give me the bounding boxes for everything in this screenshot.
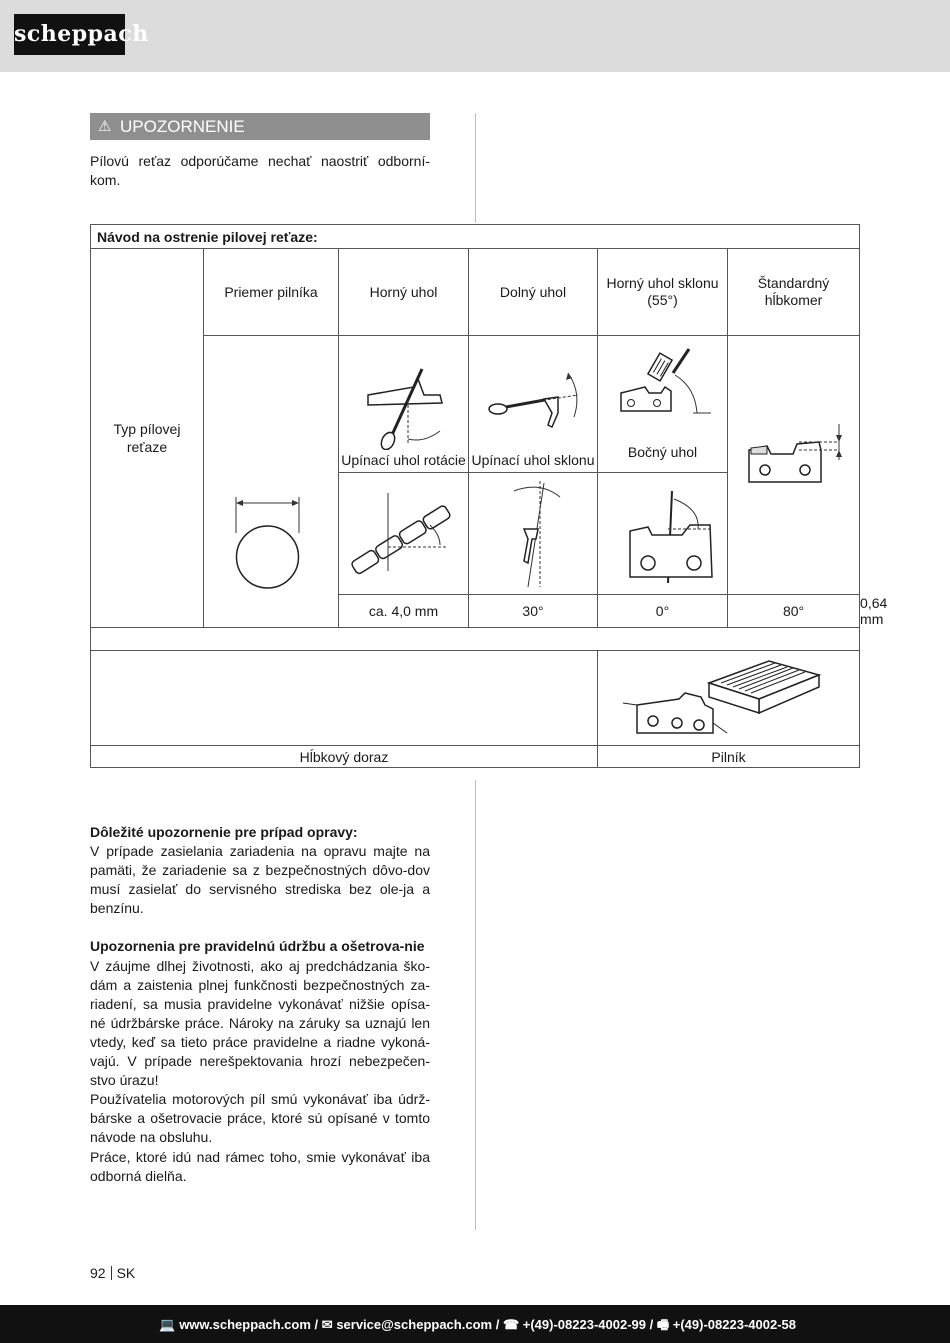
column-divider-bottom xyxy=(475,780,476,1230)
top-angle-cell xyxy=(339,336,469,473)
file-circle-diagram xyxy=(216,493,326,613)
rotation-chain-cell xyxy=(339,473,469,595)
sharpening-table: Návod na ostrenie pilovej reťaze: Typ pílovej reťaze Priemer pilníka Horný uhol Dolný uhol Horný uhol sklonu (55°) Štandardný hĺbkomer Upínací uhol rotácie Upínací uhol sklonu Bočný uhol ca. 4,0 mm 30° 0° 80° 0,64 mm Hĺbkový doraz Pilník xyxy=(90,224,860,768)
footer-phone: +(49)-08223-4002-99 xyxy=(522,1317,646,1332)
caption-slope-angle: Upínací uhol sklonu xyxy=(471,452,595,468)
side-angle-chain-cell xyxy=(598,473,728,595)
warning-title: UPOZORNENIE xyxy=(120,117,245,136)
chain-slope-diagram xyxy=(478,479,588,589)
depth-gauge-cell xyxy=(728,336,860,595)
row-header-text: Typ pílovej reťaze xyxy=(113,421,181,455)
footer-bar xyxy=(0,1305,950,1343)
maintenance-paragraph: Používatelia motorových píl smú vykonávať iba údrž-bárske a ošetrovacie práce, ktoré sú opísané v tomto návode na obsluhu. xyxy=(90,1091,430,1146)
fax-icon: 🖷 xyxy=(656,1317,670,1332)
chain-side-angle-diagram xyxy=(608,479,718,589)
column-divider-top xyxy=(475,113,476,223)
page-number xyxy=(90,1265,135,1281)
col-header-label: Horný uhol sklonu (55°) xyxy=(606,275,719,308)
value-file-diameter: ca. 4,0 mm xyxy=(339,595,469,628)
table-title: Návod na ostrenie pilovej reťaze: xyxy=(91,225,860,249)
caption-side-angle: Bočný uhol xyxy=(627,444,698,460)
footer-fax: +(49)-08223-4002-58 xyxy=(672,1317,796,1332)
table-spacer-row xyxy=(91,628,860,651)
col-header-top-angle xyxy=(339,249,469,336)
col-header-top-slope-angle xyxy=(598,249,728,336)
maintenance-heading: Upozornenia pre pravidelnú údržbu a ošetrova-nie xyxy=(90,938,425,955)
warning-text: Pílovú reťaz odporúčame nechať naostriť odborní-kom. xyxy=(90,153,430,188)
phone-icon: ☎ xyxy=(502,1317,520,1332)
page-number-value: 92 xyxy=(90,1265,106,1281)
computer-icon: 💻 xyxy=(159,1317,176,1332)
file-holder-rotation-diagram xyxy=(354,365,454,450)
maintenance-paragraph: Práce, ktoré idú nad rámec toho, smie vykonávať iba odborná dielňa. xyxy=(90,1148,430,1184)
label-file: Pilník xyxy=(598,746,860,768)
footer-contacts xyxy=(159,1316,796,1338)
maintenance-paragraph: V záujme dlhej životnosti, ako aj predchádzania ško-dám a zaistenia plnej funkčnosti bezpečnostných za-riadení, sa musia pravidelne vykonávať nižšie opísa-né údržbárske práce. Nároky na záruky sa uznajú len vtedy, keď sa tieto práce pravidelne a riadne vykoná-vajú. V prípade nerešpektovania hrozí nebezpečen-stvo úrazu! xyxy=(90,957,430,1089)
footer-separator: / xyxy=(649,1317,657,1332)
header-band xyxy=(0,0,950,72)
depth-stop-image-cell xyxy=(91,651,598,746)
footer-separator: / xyxy=(495,1317,503,1332)
top-slope-angle-cell xyxy=(598,336,728,473)
chain-rotation-diagram xyxy=(344,479,464,589)
warning-triangle-icon: ⚠ xyxy=(98,118,112,135)
file-holder-slope-diagram xyxy=(478,365,588,450)
file-image-cell xyxy=(598,651,860,746)
col-header-depth-gauge xyxy=(728,249,860,336)
col-header-file-diameter xyxy=(204,249,339,336)
col-header-label: Dolný uhol xyxy=(499,284,567,300)
col-header-bottom-angle xyxy=(469,249,598,336)
slope-chain-cell xyxy=(469,473,598,595)
file-diameter-cell xyxy=(204,336,339,628)
col-header-label: Priemer pilníka xyxy=(224,284,318,300)
col-header-label: Štandardný hĺbkomer xyxy=(757,275,830,308)
chain-link-slope-diagram xyxy=(613,347,713,432)
footer-email[interactable]: service@scheppach.com xyxy=(336,1317,493,1332)
repair-text: V prípade zasielania zariadenia na opravu majte na pamäti, že zariadenie sa z bezpečnostných dôvo-dov musí zasielať do servisného strediska bez ole-ja a benzínu. xyxy=(90,843,430,917)
file-on-chain-diagram xyxy=(609,653,849,743)
page-number-separator xyxy=(111,1266,112,1280)
warning-bar xyxy=(90,113,430,140)
footer-separator: / xyxy=(314,1317,322,1332)
scheppach-logo: scheppach xyxy=(14,14,125,55)
value-top-slope-angle: 80° xyxy=(728,595,860,628)
value-bottom-angle: 0° xyxy=(598,595,728,628)
caption-rotation-angle: Upínací uhol rotácie xyxy=(341,452,466,468)
repair-heading: Dôležité upozornenie pre prípad opravy: xyxy=(90,824,358,840)
bottom-angle-cell xyxy=(469,336,598,473)
text-column xyxy=(90,823,430,1186)
value-top-angle: 30° xyxy=(469,595,598,628)
col-header-label: Horný uhol xyxy=(369,284,438,300)
label-depth-stop: Hĺbkový doraz xyxy=(91,746,598,768)
footer-website[interactable]: www.scheppach.com xyxy=(179,1317,311,1332)
page-language: SK xyxy=(116,1265,136,1281)
row-header-chain-type xyxy=(91,249,204,628)
mail-icon: ✉ xyxy=(321,1317,333,1332)
depth-gauge-diagram xyxy=(739,420,849,510)
